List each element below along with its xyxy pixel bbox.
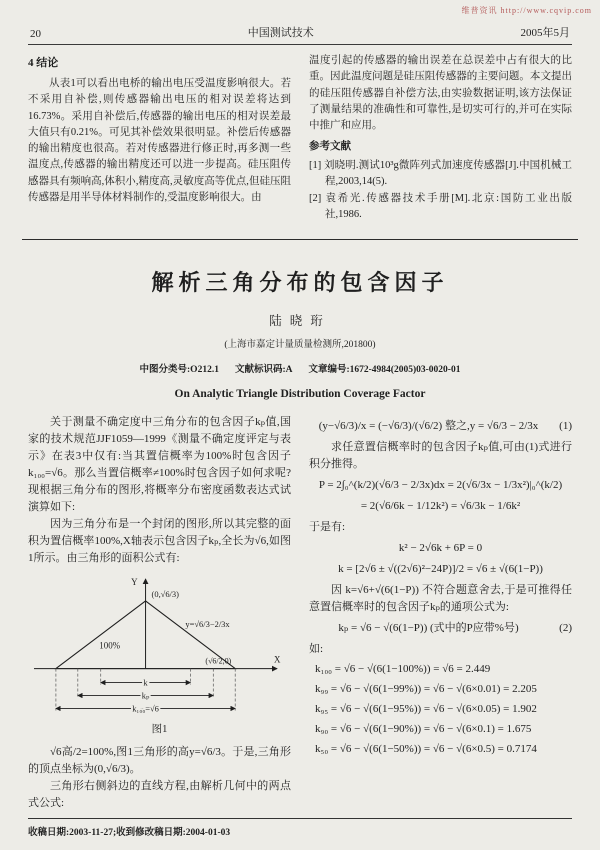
equation-2-number: (2) — [559, 622, 572, 635]
article-id: 文章编号:1672-4984(2005)03-0020-01 — [308, 364, 461, 375]
area-percent-label: 100% — [99, 640, 121, 651]
root-formula: k = [2√6 ± √((2√6)²−24P)]/2 = √6 ± √(6(1−P)) — [338, 562, 543, 575]
conclusion-right-column — [309, 53, 572, 225]
conclusion-left-text: 从表1可以看出电桥的输出电压受温度影响很大。若不采用自补偿,则传感器输出电压的相对误差将达到16.73%。采用自补偿后,传感器的输出电压的相对误差最大值只有0.21%。可见其补偿效果很明显。补偿后传感器的输出精度也很高。若对传感器进行修正时,再多测一些温度点,传感器的输出精度还可以进一步提高。硅压阻传感器具有频响高,体积小,精度高,灵敏度高等优点,但硅压阻传感器是用半导体材料制作的,受温度影响很大。由 — [28, 78, 291, 203]
base-right-coordinate-label: (√6/2,0) — [205, 656, 232, 666]
article-title: 解析三角分布的包含因子 — [151, 269, 449, 295]
apex-coordinate-label: (0,√6/3) — [151, 588, 179, 599]
integral-result: = 2(√6/6k − 1/12k²) = √6/3k − 1/6k² — [360, 499, 521, 512]
conclusion-heading: 4 结论 — [28, 57, 59, 69]
equation-line — [309, 540, 572, 557]
x-axis-label: X — [274, 654, 281, 665]
equation-line — [309, 561, 572, 578]
equation-line — [309, 620, 572, 637]
body-left-column — [28, 414, 291, 812]
reference-item: [1] 刘晓明.测试10³g微阵列式加速度传感器[J].中国机械工程,2003,14(5). — [309, 159, 572, 187]
figure-triangle-distribution — [28, 571, 291, 720]
slope-equation-label: y=√6/3−2/3x — [185, 618, 230, 629]
body-paragraph: √6高/2=100%,图1三角形的高y=√6/3。于是,三角形的顶点坐标为(0,√6/3)。 — [28, 745, 291, 775]
k-value-line: k₉₀ = √6 − √(6(1−90%)) = √6 − √(6×0.1) = 1.675 — [315, 723, 532, 736]
dimension-label-k100: k₁₀₀=√6 — [132, 703, 159, 714]
quadratic-formula: k² − 2√6k + 6P = 0 — [398, 541, 483, 554]
dimension-label-k: k — [143, 677, 148, 688]
body-paragraph: 三角形右侧斜边的直线方程,由解析几何中的两点式公式: — [28, 779, 291, 809]
y-axis-label: Y — [131, 577, 138, 588]
equation-line — [309, 477, 572, 494]
equation-line — [309, 498, 572, 515]
journal-title: 中国测试技术 — [247, 27, 314, 39]
k-value-line: k₉₅ = √6 − √(6(1−95%)) = √6 − √(6×0.05) = 1.902 — [315, 703, 537, 716]
equation-1: (y−√6/3)/x = (−√6/3)/(√6/2) 整之,y = √6/3 − 2/3x — [318, 419, 539, 432]
triangle-distribution-plot — [28, 571, 291, 720]
page-header — [28, 24, 572, 45]
body-paragraph: 如: — [309, 643, 324, 656]
body-paragraph: 于是有: — [309, 520, 346, 533]
equation-1-number: (1) — [559, 419, 572, 432]
figure-caption: 图1 — [151, 723, 168, 735]
reference-item: [2] 袁希光.传感器技术手册[M].北京:国防工业出版社,1986. — [309, 193, 572, 221]
document-code: 文献标识码:A — [234, 364, 293, 375]
clc-number: 中图分类号:O212.1 — [139, 364, 219, 375]
received-dates-footer — [28, 818, 572, 838]
received-dates-text: 收稿日期:2003-11-27;收到修改稿日期:2004-01-03 — [28, 828, 231, 838]
watermark-text: 维普资讯 http://www.cqvip.com — [461, 6, 592, 15]
k-value-line: k₁₀₀ = √6 − √(6(1−100%)) = √6 = 2.449 — [315, 663, 491, 676]
author-affiliation: (上海市嘉定计量质量检测所,201800) — [224, 339, 376, 350]
body-paragraph: 关于测量不确定度中三角分布的包含因子kₚ值,国家的技术规范JJF1059—1999《测量不确定度评定与表示》在表3中仅有:当其置信概率为100%时包含因子k₁₀₀=√6。那么当置信概率≠100%时包含因子如何求呢?现根据三角分布的图形,将概率分布密度函数表达式试演算如下: — [28, 415, 291, 513]
article-divider — [22, 239, 578, 240]
dimension-label-kp: kₚ — [141, 690, 150, 701]
article-body — [28, 414, 572, 812]
references-heading: 参考文献 — [309, 141, 351, 153]
page-number: 20 — [30, 28, 41, 40]
equation-2: kₚ = √6 − √(6(1−P)) (式中的P应带%号) — [338, 622, 519, 635]
body-paragraph: 因为三角分布是一个封闭的图形,所以其完整的面积为置信概率100%,X轴表示包含因子kₚ,全长为√6,如图1所示。由三角形的面积公式有: — [28, 517, 291, 565]
integral-formula: P = 2∫₀^(k/2)(√6/3 − 2/3x)dx = 2(√6/3x − 1/3x²)|₀^(k/2) — [318, 478, 563, 491]
article-meta-row — [28, 361, 572, 375]
body-right-column — [309, 414, 572, 812]
conclusion-left-column — [28, 53, 291, 225]
author-name: 陆晓珩 — [269, 313, 331, 328]
k-value-line: k₉₉ = √6 − √(6(1−99%)) = √6 − √(6×0.01) = 2.205 — [315, 683, 537, 696]
k-value-line: k₅₀ = √6 − √(6(1−50%)) = √6 − √(6×0.5) = 0.7174 — [315, 743, 537, 756]
body-paragraph: 因 k=√6+√(6(1−P)) 不符合题意舍去,于是可推得任意置信概率时的包含因子kₚ的通项公式为: — [309, 584, 572, 614]
english-title: On Analytic Triangle Distribution Coverage Factor — [174, 387, 426, 400]
body-paragraph: 求任意置信概率时的包含因子kₚ值,可由(1)式进行积分推得。 — [309, 440, 572, 470]
equation-line — [309, 418, 572, 435]
conclusion-right-text: 温度引起的传感器的输出误差在总误差中占有很大的比重。因此温度问题是硅压阻传感器的主要问题。本文提出的硅压阻传感器自补偿方法,由实验数据证明,该方法保证了测量结果的准确性和可靠性,是切实可行的,并可在实际中推广和应用。 — [309, 55, 572, 132]
issue-date: 2005年5月 — [520, 27, 570, 39]
previous-article-conclusion — [28, 53, 572, 225]
